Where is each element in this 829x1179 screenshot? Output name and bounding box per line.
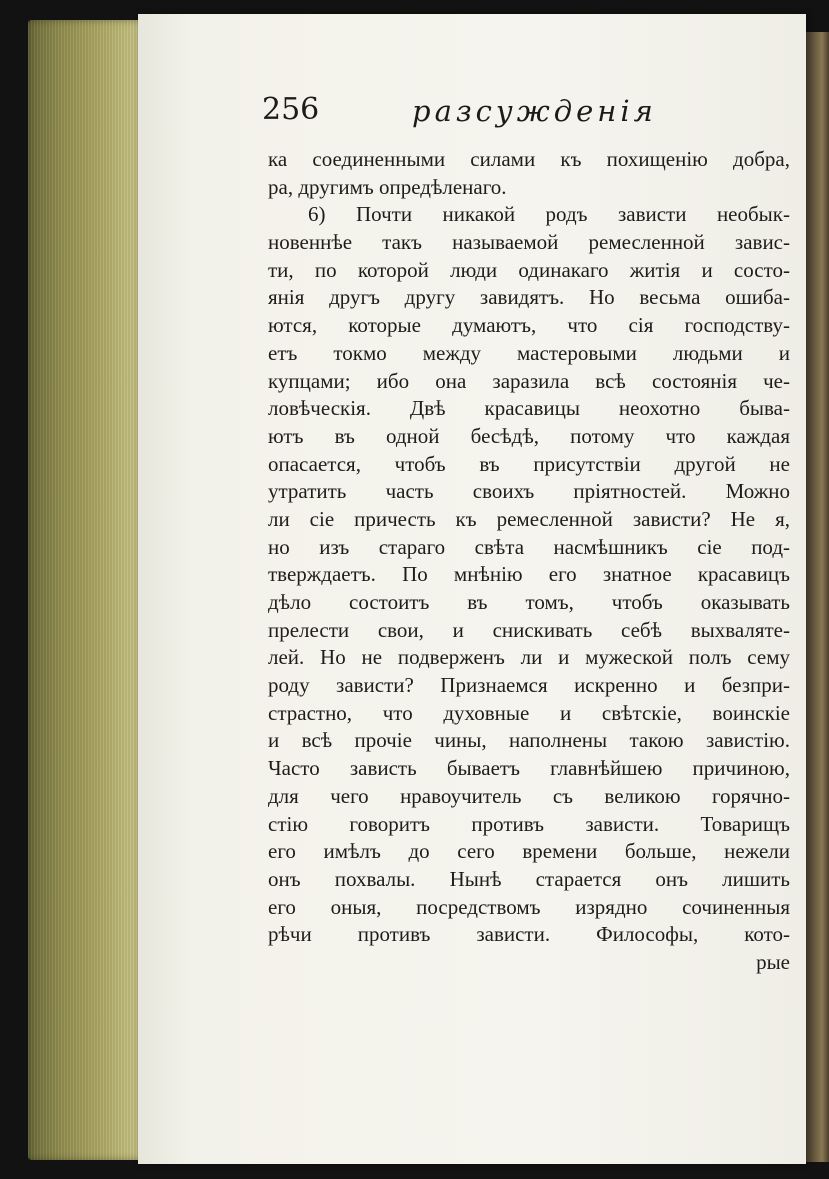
text-line: опасается, чтобъ въ присутствіи другой не: [268, 451, 790, 476]
body-text: [268, 146, 790, 977]
page-header: [262, 92, 657, 132]
text-line: ти, по которой люди одинакаго житія и состо-: [268, 257, 790, 282]
text-line: страстно, что духовные и свѣтскіе, воинскіе: [268, 700, 790, 725]
text-line: его имѣлъ до сего времени больше, нежели: [268, 839, 790, 864]
page-number: 256: [262, 92, 320, 127]
text-line: онъ похвалы. Нынѣ старается онъ лишить: [268, 866, 790, 891]
catchword: рые: [756, 949, 790, 974]
text-line: ютъ въ одной бесѣдѣ, потому что каждая: [268, 423, 790, 448]
running-head: разсужденія: [412, 94, 657, 128]
text-line: етъ токмо между мастеровыми людьми и: [268, 340, 790, 365]
text-line: стію говоритъ противъ зависти. Товарищъ: [268, 811, 790, 836]
text-line: купцами; ибо она заразила всѣ состоянія че-: [268, 368, 790, 393]
text-line: рѣчи противъ зависти. Философы, кото-: [268, 922, 790, 947]
text-line: роду зависти? Признаемся искренно и безпри-: [268, 673, 790, 698]
text-line: лей. Но не подверженъ ли и мужеской полъ сему: [268, 645, 790, 670]
text-line: новеннѣе такъ называемой ремесленной завис-: [268, 230, 790, 255]
text-line: утратить часть своихъ пріятностей. Можно: [268, 479, 790, 504]
text-line: прелести свои, и снискивать себѣ выхваляте-: [268, 617, 790, 642]
text-line: но изъ стараго свѣта насмѣшникъ сіе под-: [268, 534, 790, 559]
text-line: Часто зависть бываетъ главнѣйшею причиною,: [268, 756, 790, 781]
text-line: для чего нравоучитель съ великою горячно-: [268, 783, 790, 808]
text-line: ка соединенными силами къ похищенію добра,: [268, 147, 790, 171]
text-line: ловѣческія. Двѣ красавицы неохотно быва-: [268, 396, 790, 421]
text-line: 6) Почти никакой родъ зависти необык-: [308, 202, 790, 227]
text-line: тверждаетъ. По мнѣнію его знатное красавицъ: [268, 562, 790, 587]
text-line: дѣло состоитъ въ томъ, чтобъ оказывать: [268, 590, 790, 614]
text-line: его оныя, посредствомъ изрядно сочиненныя: [268, 894, 790, 919]
text-line: ются, которые думаютъ, что сія господству-: [268, 313, 790, 338]
text-line: и всѣ прочіе чины, наполнены такою завистію.: [268, 728, 790, 753]
book-gutter: [806, 32, 829, 1162]
page-edges: [28, 20, 146, 1160]
text-line: ра, другимъ опредѣленаго.: [268, 174, 507, 199]
text-line: ли сіе причесть къ ремесленной зависти? Не я,: [268, 506, 790, 531]
text-line: янія другъ другу завидятъ. Но весьма ошиба-: [268, 285, 790, 310]
